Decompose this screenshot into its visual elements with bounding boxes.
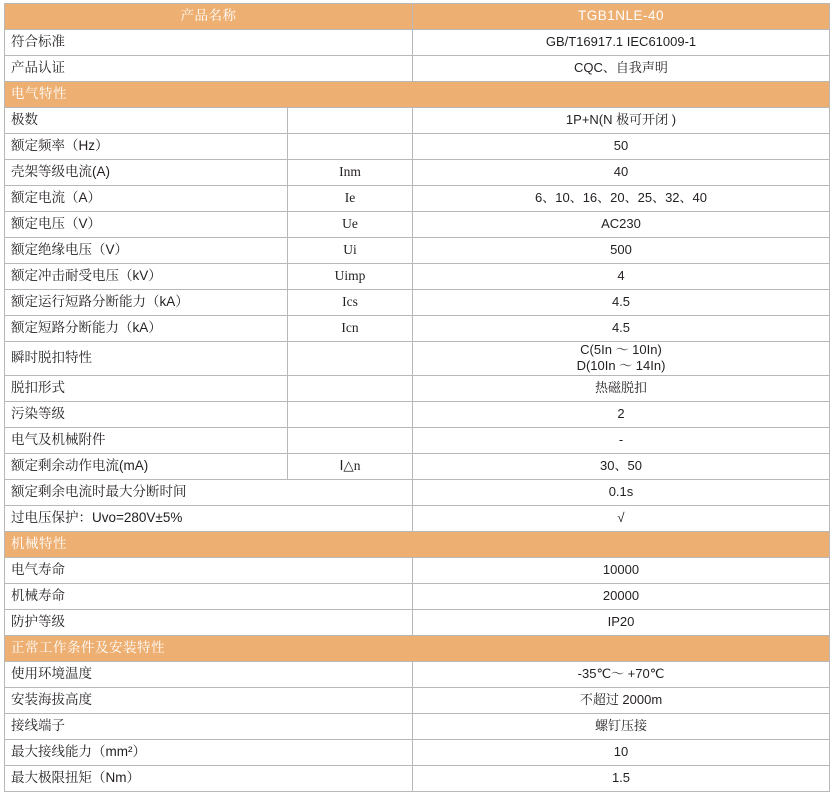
row-symbol <box>288 401 413 427</box>
row-label: 额定绝缘电压（V） <box>5 238 288 264</box>
row-value: 500 <box>413 238 830 264</box>
row-symbol <box>288 427 413 453</box>
row-value: -35℃～ +70℃ <box>413 661 830 687</box>
product-specification-table <box>4 3 830 792</box>
row-label: 电气及机械附件 <box>5 427 288 453</box>
table-row <box>5 56 830 82</box>
table-row <box>5 238 830 264</box>
row-label: 极数 <box>5 108 288 134</box>
row-value-line-1: C(5In ～ 10In) <box>580 342 662 357</box>
header-product-model: TGB1NLE-40 <box>413 4 830 30</box>
section-title: 机械特性 <box>5 531 830 557</box>
row-label: 防护等级 <box>5 609 413 635</box>
row-label: 额定运行短路分断能力（kA） <box>5 290 288 316</box>
row-symbol <box>288 342 413 376</box>
section-title: 电气特性 <box>5 82 830 108</box>
table-row <box>5 687 830 713</box>
table-row <box>5 427 830 453</box>
row-value: 4.5 <box>413 290 830 316</box>
row-value: CQC、自我声明 <box>413 56 830 82</box>
row-value: 40 <box>413 160 830 186</box>
row-label: 额定频率（Hz） <box>5 134 288 160</box>
table-header-row <box>5 4 830 30</box>
table-row <box>5 134 830 160</box>
row-value: 2 <box>413 401 830 427</box>
row-symbol: Ie <box>288 186 413 212</box>
row-label: 产品认证 <box>5 56 413 82</box>
row-label: 接线端子 <box>5 713 413 739</box>
table-row <box>5 765 830 791</box>
table-row <box>5 739 830 765</box>
row-symbol: Uimp <box>288 264 413 290</box>
row-label: 过电压保护：Uvo=280V±5% <box>5 505 413 531</box>
row-label: 瞬时脱扣特性 <box>5 342 288 376</box>
table-row <box>5 160 830 186</box>
row-label: 最大极限扭矩（Nm） <box>5 765 413 791</box>
row-value: 1P+N(N 极可开闭 ) <box>413 108 830 134</box>
row-symbol <box>288 134 413 160</box>
row-value: 10 <box>413 739 830 765</box>
row-label: 额定冲击耐受电压（kV） <box>5 264 288 290</box>
table-row <box>5 453 830 479</box>
row-value <box>413 342 830 376</box>
row-value: 不超过 2000m <box>413 687 830 713</box>
table-row <box>5 108 830 134</box>
row-symbol: Ⅰ△n <box>288 453 413 479</box>
table-row <box>5 661 830 687</box>
row-value: 热磁脱扣 <box>413 375 830 401</box>
row-value: 4 <box>413 264 830 290</box>
row-symbol: Ui <box>288 238 413 264</box>
section-title: 正常工作条件及安装特性 <box>5 635 830 661</box>
table-row <box>5 609 830 635</box>
row-label: 安装海拔高度 <box>5 687 413 713</box>
row-label: 符合标准 <box>5 30 413 56</box>
row-label: 电气寿命 <box>5 557 413 583</box>
table-row <box>5 186 830 212</box>
table-row <box>5 557 830 583</box>
row-symbol <box>288 108 413 134</box>
row-value: 螺钉压接 <box>413 713 830 739</box>
row-value: IP20 <box>413 609 830 635</box>
row-label: 额定短路分断能力（kA） <box>5 316 288 342</box>
row-value: 4.5 <box>413 316 830 342</box>
row-value: 6、10、16、20、25、32、40 <box>413 186 830 212</box>
table-row <box>5 583 830 609</box>
row-label: 最大接线能力（mm²） <box>5 739 413 765</box>
row-value: 1.5 <box>413 765 830 791</box>
row-symbol: Icn <box>288 316 413 342</box>
row-value: - <box>413 427 830 453</box>
row-label: 机械寿命 <box>5 583 413 609</box>
table-row <box>5 290 830 316</box>
table-row <box>5 479 830 505</box>
row-value: 0.1s <box>413 479 830 505</box>
table-row <box>5 505 830 531</box>
section-header-row <box>5 82 830 108</box>
table-row <box>5 401 830 427</box>
row-value: 10000 <box>413 557 830 583</box>
header-product-name: 产品名称 <box>5 4 413 30</box>
row-label: 污染等级 <box>5 401 288 427</box>
row-value: √ <box>413 505 830 531</box>
row-symbol: Ics <box>288 290 413 316</box>
row-value: 20000 <box>413 583 830 609</box>
row-symbol: Ue <box>288 212 413 238</box>
table-row <box>5 316 830 342</box>
table-row <box>5 713 830 739</box>
row-label: 使用环境温度 <box>5 661 413 687</box>
section-header-row <box>5 531 830 557</box>
table-row <box>5 375 830 401</box>
row-label: 额定剩余动作电流(mA) <box>5 453 288 479</box>
row-label: 壳架等级电流(A) <box>5 160 288 186</box>
row-label: 额定剩余电流时最大分断时间 <box>5 479 413 505</box>
row-value-line-2: D(10In ～ 14In) <box>576 358 666 374</box>
section-header-row <box>5 635 830 661</box>
row-value: AC230 <box>413 212 830 238</box>
row-label: 脱扣形式 <box>5 375 288 401</box>
table-row <box>5 212 830 238</box>
table-row <box>5 264 830 290</box>
row-label: 额定电压（V） <box>5 212 288 238</box>
table-row <box>5 342 830 376</box>
table-row <box>5 30 830 56</box>
table-body <box>5 4 830 792</box>
row-value: GB/T16917.1 IEC61009-1 <box>413 30 830 56</box>
row-label: 额定电流（A） <box>5 186 288 212</box>
row-value: 50 <box>413 134 830 160</box>
row-symbol: Inm <box>288 160 413 186</box>
row-symbol <box>288 375 413 401</box>
row-value: 30、50 <box>413 453 830 479</box>
